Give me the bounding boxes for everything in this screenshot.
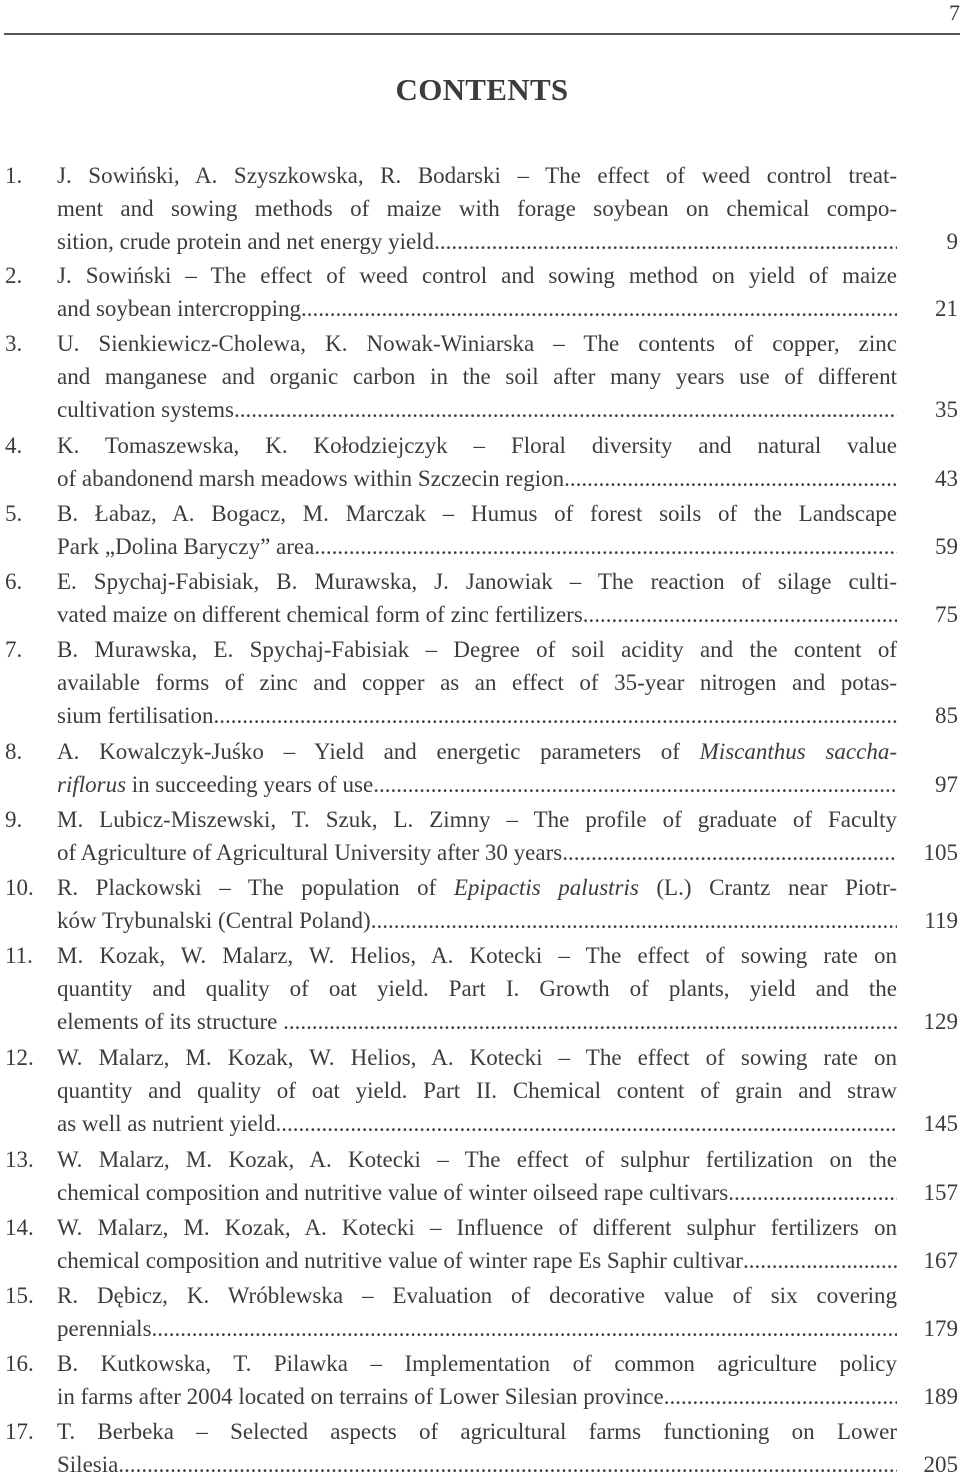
toc-entry[interactable] [0, 1212, 960, 1278]
leader-dots [564, 463, 897, 496]
toc-entry-text: sition, crude protein and net energy yield [57, 228, 435, 254]
toc-entry-line: J. Sowiński, A. Szyszkowska, R. Bodarski – The effect of weed control treat- [57, 163, 897, 188]
toc-entry[interactable] [0, 940, 960, 1038]
toc-entry-title [57, 160, 897, 258]
toc-entry-title [57, 1348, 897, 1414]
toc-entry-line: W. Malarz, M. Kozak, A. Kotecki – The effect of sulphur fertilization on the [57, 1147, 897, 1172]
toc-entry-page: 75 [935, 601, 958, 627]
toc-entry-title [57, 804, 897, 870]
toc-entry-species-name: riflorus [57, 771, 127, 797]
toc-entry-last-line [57, 463, 897, 496]
toc-entry-number: 12. [5, 1045, 34, 1070]
toc-entry-last-line [57, 769, 897, 802]
leader-dots [214, 700, 897, 733]
toc-entry-number: 15. [5, 1283, 34, 1308]
toc-entry-last-line [57, 1313, 897, 1346]
toc-entry-number: 6. [5, 569, 23, 594]
toc-entry-title [57, 872, 897, 938]
toc-entry-title [57, 430, 897, 496]
leader-dots [434, 226, 897, 259]
toc-entry[interactable] [0, 160, 960, 258]
toc-entry-line: B. Kutkowska, T. Pilawka – Implementation of common agriculture policy [57, 1351, 897, 1376]
toc-entry-text: Silesia [57, 1451, 119, 1477]
toc-entry-last-line [57, 531, 897, 564]
leader-dots [118, 1449, 897, 1482]
toc-entry[interactable] [0, 1042, 960, 1140]
toc-entry-page: 43 [935, 465, 958, 491]
toc-entry-page: 157 [923, 1179, 958, 1205]
toc-entry-text: cultivation systems [57, 396, 234, 422]
toc-entry[interactable] [0, 498, 960, 564]
toc-entry-number: 10. [5, 875, 34, 900]
toc-entry-last-line [57, 700, 897, 733]
leader-dots [743, 1245, 897, 1278]
toc-entry-text: chemical composition and nutritive value of winter oilseed rape cultivars [57, 1179, 729, 1205]
toc-entry-last-line [57, 293, 897, 326]
toc-entry-page: 21 [935, 295, 958, 321]
leader-dots [371, 905, 897, 938]
leader-dots [234, 394, 897, 427]
toc-entry-text: and soybean intercropping [57, 295, 301, 321]
toc-entry-text: in succeeding years of use [126, 771, 374, 797]
toc-entry-line: quantity and quality of oat yield. Part II. Chemical content of grain and straw [57, 1077, 897, 1103]
page-number: 7 [949, 0, 960, 25]
toc-entry-text: ków Trybunalski (Central Poland) [57, 907, 371, 933]
toc-entry-text: Park „Dolina Baryczy” area [57, 533, 315, 559]
toc-entry[interactable] [0, 566, 960, 632]
toc-entry-title [57, 1042, 897, 1140]
toc-entry-title [57, 328, 897, 426]
toc-entry-text: A. Kowalczyk-Juśko – Yield and energetic parameters of [57, 739, 700, 764]
toc-entry-number: 3. [5, 331, 23, 356]
toc-entry-number: 7. [5, 637, 23, 662]
toc-entry-line: B. Łabaz, A. Bogacz, M. Marczak – Humus of forest soils of the Landscape [57, 501, 897, 526]
toc-entry-text: of Agriculture of Agricultural University after 30 years [57, 839, 563, 865]
toc-entry-page: 189 [923, 1383, 958, 1409]
toc-entry[interactable] [0, 736, 960, 802]
toc-entry-line: W. Malarz, M. Kozak, W. Helios, A. Kotecki – The effect of sowing rate on [57, 1045, 897, 1070]
leader-dots [314, 531, 897, 564]
toc-entry-species-name: Miscanthus saccha- [699, 739, 897, 764]
toc-entry[interactable] [0, 634, 960, 732]
toc-entry-text: (L.) Crantz near Piotr- [638, 875, 898, 900]
toc-entry-page: 119 [924, 907, 958, 933]
toc-entry[interactable] [0, 872, 960, 938]
toc-entry[interactable] [0, 430, 960, 496]
leader-dots [301, 293, 897, 326]
leader-dots [664, 1381, 897, 1414]
toc-entry-number: 2. [5, 263, 23, 288]
toc-entry-last-line [57, 599, 897, 632]
toc-entry-last-line [57, 1449, 897, 1482]
toc-entry-page: 129 [923, 1008, 958, 1034]
toc-entry-text: R. Plackowski – The population of [57, 875, 454, 900]
leader-dots [562, 837, 897, 870]
toc-entry[interactable] [0, 1280, 960, 1346]
page-title: CONTENTS [395, 72, 569, 107]
toc-entry-number: 14. [5, 1215, 34, 1240]
toc-entry-text: vated maize on different chemical form of zinc fertilizers [57, 601, 583, 627]
toc-entry-last-line [57, 226, 897, 259]
toc-entry-line: available forms of zinc and copper as an effect of 35-year nitrogen and potas- [57, 669, 897, 695]
toc-entry-title [57, 940, 897, 1038]
toc-entry-text: as well as nutrient yield [57, 1110, 276, 1136]
toc-entry-line [57, 872, 897, 905]
toc-entry-last-line [57, 1177, 897, 1210]
toc-entry-species-name: Epipactis palustris [453, 875, 639, 900]
toc-entry-line: J. Sowiński – The effect of weed control and sowing method on yield of maize [57, 263, 897, 288]
toc-entry-line: quantity and quality of oat yield. Part I. Growth of plants, yield and the [57, 975, 897, 1001]
toc-entry[interactable] [0, 260, 960, 326]
toc-entry-text: perennials [57, 1315, 152, 1341]
toc-entry-title [57, 1416, 897, 1482]
leader-dots [275, 1108, 897, 1141]
toc-entry-last-line [57, 905, 897, 938]
toc-entry-page: 9 [946, 228, 958, 254]
toc-entry-line: B. Murawska, E. Spychaj-Fabisiak – Degree of soil acidity and the content of [57, 637, 897, 662]
toc-entry-line: M. Lubicz-Miszewski, T. Szuk, L. Zimny – The profile of graduate of Faculty [57, 807, 897, 832]
toc-entry-number: 5. [5, 501, 23, 526]
toc-entry-page: 205 [923, 1451, 958, 1477]
toc-entry-line: U. Sienkiewicz-Cholewa, K. Nowak-Winiarska – The contents of copper, zinc [57, 331, 897, 356]
leader-dots [728, 1177, 897, 1210]
toc-entry-title [57, 1212, 897, 1278]
toc-entry-title [57, 634, 897, 732]
toc-entry-text: chemical composition and nutritive value of winter rape Es Saphir cultivar [57, 1247, 743, 1273]
toc-entry-line: M. Kozak, W. Malarz, W. Helios, A. Kotecki – The effect of sowing rate on [57, 943, 897, 968]
toc-entry-number: 1. [5, 163, 23, 188]
toc-entry-page: 85 [935, 702, 958, 728]
toc-entry-title [57, 260, 897, 326]
toc-entry-page: 167 [923, 1247, 958, 1273]
toc-entry-line: R. Dębicz, K. Wróblewska – Evaluation of decorative value of six covering [57, 1283, 897, 1308]
toc-entry[interactable] [0, 1416, 960, 1482]
toc-entry-title [57, 566, 897, 632]
leader-dots [152, 1313, 897, 1346]
leader-dots [583, 599, 897, 632]
toc-entry-page: 35 [935, 396, 958, 422]
toc-entry-number: 13. [5, 1147, 34, 1172]
toc-entry-line: and manganese and organic carbon in the soil after many years use of different [57, 363, 897, 389]
toc-entry-text: in farms after 2004 located on terrains of Lower Silesian province [57, 1383, 664, 1409]
leader-dots [373, 769, 897, 802]
toc-entry-page: 97 [935, 771, 958, 797]
toc-entry-page: 105 [923, 839, 958, 865]
toc-entry-last-line [57, 1245, 897, 1278]
toc-entry-text: elements of its structure [57, 1008, 284, 1034]
toc-entry-line: K. Tomaszewska, K. Kołodziejczyk – Floral diversity and natural value [57, 433, 897, 458]
toc-entry-last-line [57, 837, 897, 870]
toc-entry-text: of abandonend marsh meadows within Szczecin region [57, 465, 565, 491]
toc-entry-page: 145 [923, 1110, 958, 1136]
leader-dots [283, 1006, 897, 1039]
header-rule [4, 33, 960, 35]
toc-entry-last-line [57, 1006, 897, 1039]
toc-entry-number: 8. [5, 739, 23, 764]
toc-entry-line: E. Spychaj-Fabisiak, B. Murawska, J. Janowiak – The reaction of silage culti- [57, 569, 897, 594]
toc-entry-title [57, 498, 897, 564]
toc-entry-last-line [57, 394, 897, 427]
toc-entry-number: 11. [5, 943, 33, 968]
toc-entry-title [57, 736, 897, 802]
toc-entry-line [57, 736, 897, 769]
toc-entry[interactable] [0, 1144, 960, 1210]
toc-entry-line: W. Malarz, M. Kozak, A. Kotecki – Influence of different sulphur fertilizers on [57, 1215, 897, 1240]
toc-entry-number: 4. [5, 433, 23, 458]
toc-entry[interactable] [0, 328, 960, 426]
toc-entry-line: T. Berbeka – Selected aspects of agricultural farms functioning on Lower [57, 1419, 897, 1444]
toc-entry-title [57, 1280, 897, 1346]
toc-entry[interactable] [0, 1348, 960, 1414]
toc-entry-line: ment and sowing methods of maize with forage soybean on chemical compo- [57, 195, 897, 221]
toc-entry-title [57, 1144, 897, 1210]
toc-entry-number: 9. [5, 807, 23, 832]
toc-entry-text: sium fertilisation [57, 702, 214, 728]
toc-entry-page: 179 [923, 1315, 958, 1341]
toc-entry-number: 17. [5, 1419, 34, 1444]
toc-entry[interactable] [0, 804, 960, 870]
toc-entry-last-line [57, 1108, 897, 1141]
toc-entry-number: 16. [5, 1351, 34, 1376]
toc-entry-page: 59 [935, 533, 958, 559]
toc-entry-last-line [57, 1381, 897, 1414]
